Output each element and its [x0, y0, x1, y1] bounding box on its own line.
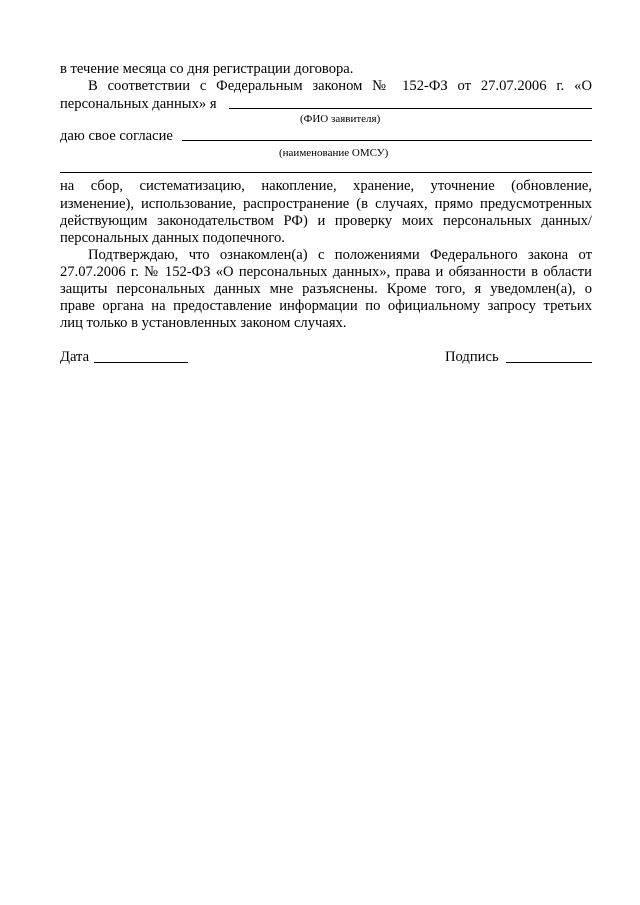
consent-subject-text: персональных данных» я — [60, 96, 217, 112]
consent-intro-line: В соответствии с Федеральным законом № 152-ФЗ от 27.07.2006 г. «О — [88, 78, 592, 94]
purposes-line: на сбор, систематизацию, накопление, хранение, уточнение (обновление, — [60, 178, 592, 194]
omsu-name-caption: (наименование ОМСУ) — [279, 147, 389, 159]
confirm-line: праве органа на предоставление информации по официальному запросу третьих — [60, 298, 592, 314]
omsu-name-field-continued[interactable] — [60, 172, 592, 173]
date-field[interactable] — [94, 362, 188, 363]
purposes-line: изменение), использование, распространение (в случаях, прямо предусмотренных — [60, 196, 592, 212]
signature-field[interactable] — [506, 362, 592, 363]
purposes-line: персональных данных подопечного. — [60, 230, 285, 246]
purposes-line: действующим законодательством РФ) и проверку моих персональных данных/ — [60, 213, 592, 229]
confirm-line: лиц только в установленных законом случаях. — [60, 315, 347, 331]
consent-to-text: даю свое согласие — [60, 128, 173, 144]
signature-label: Подпись — [445, 349, 499, 365]
omsu-name-field[interactable] — [182, 140, 592, 141]
applicant-name-field[interactable] — [229, 108, 592, 109]
confirm-line: защиты персональных данных мне разъяснены. Кроме того, я уведомлен(а), о — [60, 281, 592, 297]
confirm-line: 27.07.2006 г. № 152-ФЗ «О персональных данных», права и обязанности в области — [60, 264, 592, 280]
text-line-term: в течение месяца со дня регистрации договора. — [60, 61, 354, 77]
confirm-line: Подтверждаю, что ознакомлен(а) с положениями Федерального закона от — [88, 247, 592, 263]
date-label: Дата — [60, 349, 90, 365]
applicant-name-caption: (ФИО заявителя) — [300, 113, 381, 125]
